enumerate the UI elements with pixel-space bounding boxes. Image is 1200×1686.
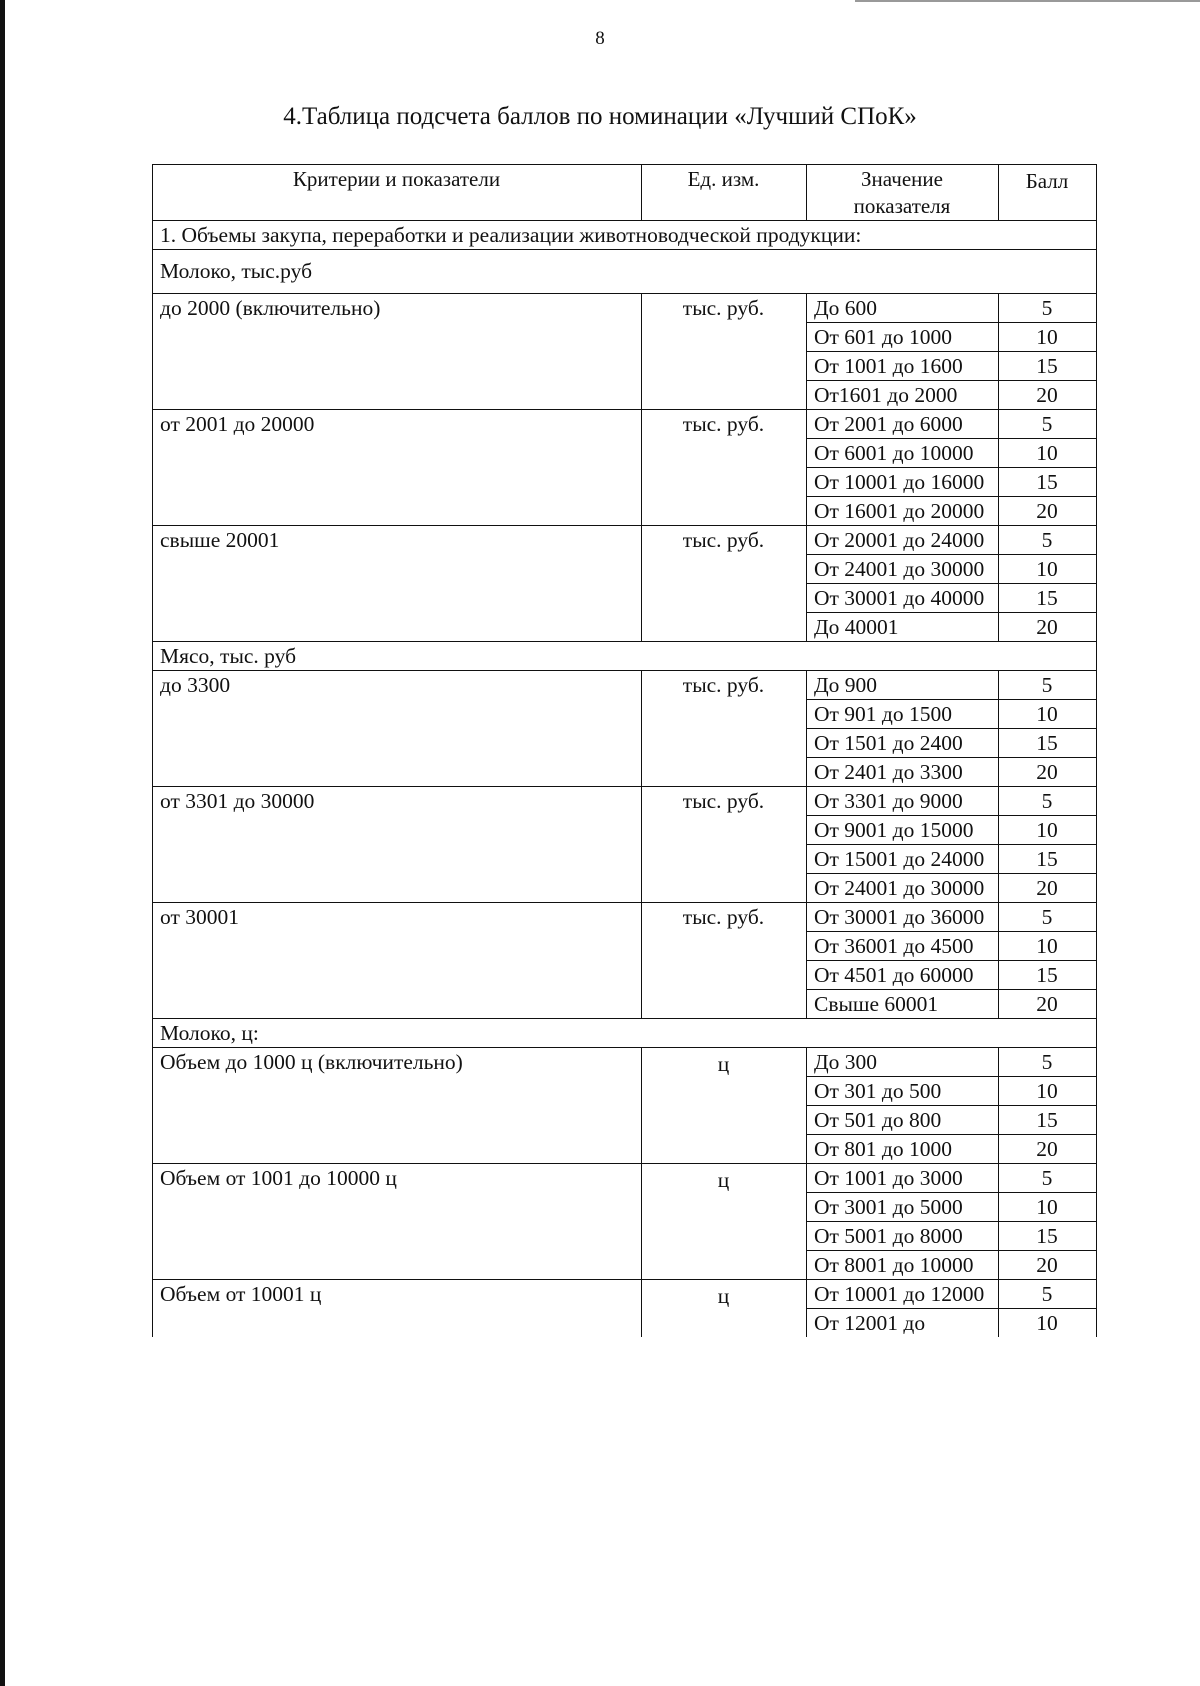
header-value: Значение показателя [807,165,999,221]
value-cell: От 36001 до 4500 [807,932,999,961]
value-cell: От 24001 до 30000 [807,874,999,903]
unit-cell: тыс. руб. [642,671,807,787]
scoring-table [152,164,1097,1337]
score-cell: 15 [999,1222,1097,1251]
score-cell: 10 [999,555,1097,584]
value-cell: От 1001 до 3000 [807,1164,999,1193]
criterion-cell: от 30001 [153,903,642,1019]
table-row [153,787,1097,816]
score-cell: 5 [999,294,1097,323]
score-cell: 10 [999,700,1097,729]
value-cell: От 5001 до 8000 [807,1222,999,1251]
value-cell: От 6001 до 10000 [807,439,999,468]
table-row [153,1048,1097,1077]
score-cell: 15 [999,729,1097,758]
header-score: Балл [999,165,1097,221]
value-cell: От 2401 до 3300 [807,758,999,787]
criterion-cell: Объем до 1000 ц (включительно) [153,1048,642,1164]
value-cell: От 8001 до 10000 [807,1251,999,1280]
value-cell: До 300 [807,1048,999,1077]
score-cell: 20 [999,758,1097,787]
unit-cell: тыс. руб. [642,787,807,903]
table-row [153,903,1097,932]
score-cell: 5 [999,410,1097,439]
table-row [153,526,1097,555]
score-cell: 5 [999,1164,1097,1193]
score-cell: 20 [999,1251,1097,1280]
score-cell: 10 [999,1077,1097,1106]
value-cell: От 10001 до 12000 [807,1280,999,1309]
score-cell: 10 [999,439,1097,468]
score-cell: 20 [999,497,1097,526]
value-cell: От 3001 до 5000 [807,1193,999,1222]
value-cell: От 30001 до 36000 [807,903,999,932]
criterion-cell: свыше 20001 [153,526,642,642]
page-number: 8 [595,28,605,49]
value-cell: От 801 до 1000 [807,1135,999,1164]
group-label: Молоко, ц: [153,1019,1097,1048]
group-row [153,642,1097,671]
criterion-cell: до 3300 [153,671,642,787]
value-cell: До 40001 [807,613,999,642]
value-cell: От 16001 до 20000 [807,497,999,526]
score-cell: 10 [999,323,1097,352]
value-cell: От 501 до 800 [807,1106,999,1135]
score-cell: 15 [999,845,1097,874]
table-row [153,1164,1097,1193]
score-cell: 20 [999,381,1097,410]
criterion-cell: от 2001 до 20000 [153,410,642,526]
criterion-cell: от 3301 до 30000 [153,787,642,903]
table-row [153,410,1097,439]
unit-cell: ц [642,1280,807,1338]
score-cell: 5 [999,526,1097,555]
value-cell: От 24001 до 30000 [807,555,999,584]
criterion-cell: до 2000 (включительно) [153,294,642,410]
score-cell: 10 [999,1193,1097,1222]
score-cell: 5 [999,1280,1097,1309]
value-cell: От 12001 до [807,1309,999,1338]
value-cell: От 601 до 1000 [807,323,999,352]
unit-cell: тыс. руб. [642,903,807,1019]
group-label: Мясо, тыс. руб [153,642,1097,671]
unit-cell: тыс. руб. [642,410,807,526]
table-row [153,1280,1097,1309]
score-cell: 20 [999,1135,1097,1164]
score-cell: 10 [999,1309,1097,1338]
score-cell: 20 [999,874,1097,903]
value-cell: От 15001 до 24000 [807,845,999,874]
value-cell: От 301 до 500 [807,1077,999,1106]
score-cell: 20 [999,990,1097,1019]
section-title: 1. Объемы закупа, переработки и реализации животноводческой продукции: [153,221,1097,250]
criterion-cell: Объем от 1001 до 10000 ц [153,1164,642,1280]
unit-cell: тыс. руб. [642,294,807,410]
score-cell: 5 [999,787,1097,816]
value-cell: До 600 [807,294,999,323]
value-cell: От 3301 до 9000 [807,787,999,816]
scan-edge-rule [0,0,5,1686]
value-cell: До 900 [807,671,999,700]
value-cell: От 30001 до 40000 [807,584,999,613]
score-cell: 15 [999,961,1097,990]
score-cell: 15 [999,584,1097,613]
table-header-row [153,165,1097,221]
value-cell: От 2001 до 6000 [807,410,999,439]
document-title: 4.Таблица подсчета баллов по номинации «Лучший СПоК» [283,103,917,130]
value-cell: От 20001 до 24000 [807,526,999,555]
header-criteria: Критерии и показатели [153,165,642,221]
value-cell: От 4501 до 60000 [807,961,999,990]
value-cell: От1601 до 2000 [807,381,999,410]
score-cell: 5 [999,903,1097,932]
value-cell: От 1001 до 1600 [807,352,999,381]
unit-cell: ц [642,1048,807,1164]
value-cell: От 9001 до 15000 [807,816,999,845]
value-cell: От 1501 до 2400 [807,729,999,758]
table-row [153,294,1097,323]
score-cell: 15 [999,1106,1097,1135]
score-cell: 15 [999,468,1097,497]
unit-cell: ц [642,1164,807,1280]
value-cell: От 10001 до 16000 [807,468,999,497]
header-unit: Ед. изм. [642,165,807,221]
criterion-cell: Объем от 10001 ц [153,1280,642,1338]
scan-top-mark [855,0,1200,2]
section-row [153,221,1097,250]
score-cell: 5 [999,671,1097,700]
group-label: Молоко, тыс.руб [153,250,1097,294]
score-cell: 5 [999,1048,1097,1077]
score-cell: 15 [999,352,1097,381]
unit-cell: тыс. руб. [642,526,807,642]
table-row [153,671,1097,700]
group-row [153,250,1097,294]
score-cell: 20 [999,613,1097,642]
value-cell: От 901 до 1500 [807,700,999,729]
group-row [153,1019,1097,1048]
value-cell: Свыше 60001 [807,990,999,1019]
score-cell: 10 [999,932,1097,961]
score-cell: 10 [999,816,1097,845]
